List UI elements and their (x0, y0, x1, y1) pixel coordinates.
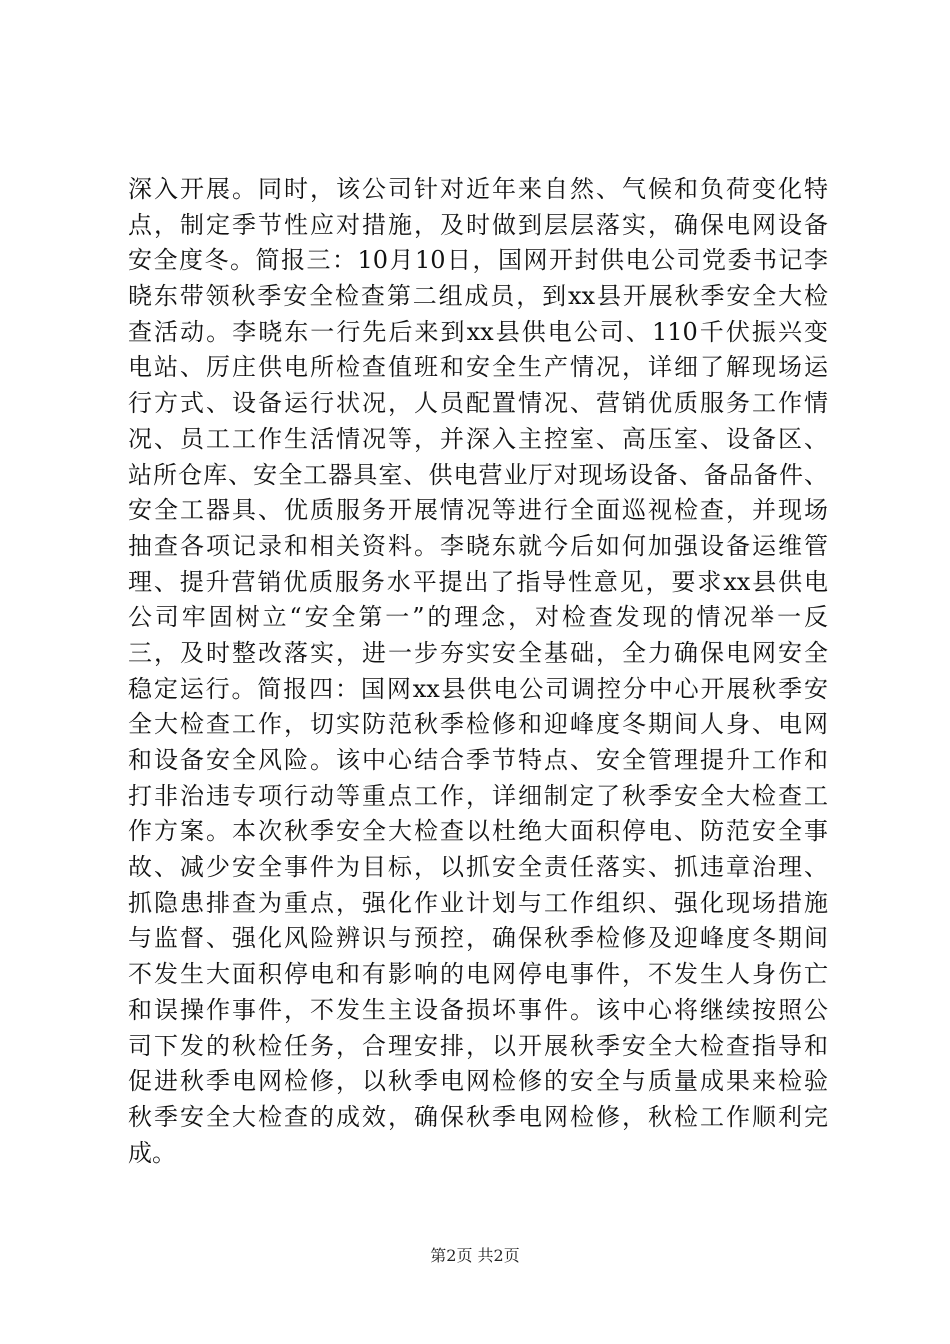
text-line: 查活动。李晓东一行先后来到xx县供电公司、110千伏振兴变 (128, 317, 828, 346)
text-line: 秋季安全大检查的成效，确保秋季电网检修，秋检工作顺利完 (128, 1102, 828, 1131)
text-line: 抓隐患排查为重点，强化作业计划与工作组织、强化现场措施 (128, 888, 828, 917)
text-line: 三，及时整改落实，进一步夯实安全基础，全力确保电网安全 (128, 638, 828, 667)
text-line: 与监督、强化风险辨识与预控，确保秋季检修及迎峰度冬期间 (128, 924, 828, 953)
text-line: 理、提升营销优质服务水平提出了指导性意见，要求xx县供电 (128, 567, 828, 596)
text-line: 晓东带领秋季安全检查第二组成员，到xx县开展秋季安全大检 (128, 282, 828, 311)
text-line: 和设备安全风险。该中心结合季节特点、安全管理提升工作和 (128, 746, 828, 774)
text-line: 故、减少安全事件为目标，以抓安全责任落实、抓违章治理、 (128, 853, 828, 882)
text-line: 安全度冬。简报三：10月10日，国网开封供电公司党委书记李 (128, 246, 828, 275)
page-footer (0, 1246, 950, 1266)
text-line: 司下发的秋检任务，合理安排，以开展秋季安全大检查指导和 (128, 1031, 828, 1060)
text-line: 行方式、设备运行状况，人员配置情况、营销优质服务工作情 (128, 389, 828, 418)
text-line: 作方案。本次秋季安全大检查以杜绝大面积停电、防范安全事 (128, 817, 828, 846)
text-line: 电站、厉庄供电所检查值班和安全生产情况，详细了解现场运 (128, 353, 828, 382)
text-line: 成。 (128, 1138, 176, 1167)
text-line: 况、员工工作生活情况等，并深入主控室、高压室、设备区、 (128, 424, 828, 453)
text-line: 公司牢固树立“安全第一”的理念，对检查发现的情况举一反 (128, 603, 828, 632)
text-line: 全大检查工作，切实防范秋季检修和迎峰度冬期间人身、电网 (128, 710, 828, 739)
text-line: 打非治违专项行动等重点工作，详细制定了秋季安全大检查工 (128, 781, 828, 810)
text-line: 促进秋季电网检修，以秋季电网检修的安全与质量成果来检验 (128, 1067, 828, 1096)
text-line: 不发生大面积停电和有影响的电网停电事件，不发生人身伤亡 (128, 960, 828, 989)
text-line: 稳定运行。简报四：国网xx县供电公司调控分中心开展秋季安 (128, 674, 828, 703)
text-line: 抽查各项记录和相关资料。李晓东就今后如何加强设备运维管 (128, 531, 828, 560)
body-text (128, 172, 828, 1171)
page-number-label: 第2页 共2页 (430, 1246, 520, 1265)
text-line: 和误操作事件，不发生主设备损坏事件。该中心将继续按照公 (128, 995, 828, 1024)
text-line: 深入开展。同时，该公司针对近年来自然、气候和负荷变化特 (128, 175, 828, 203)
text-line: 点，制定季节性应对措施，及时做到层层落实，确保电网设备 (128, 210, 828, 239)
text-line: 安全工器具、优质服务开展情况等进行全面巡视检查，并现场 (128, 496, 828, 525)
text-line: 站所仓库、安全工器具室、供电营业厅对现场设备、备品备件、 (128, 460, 828, 489)
